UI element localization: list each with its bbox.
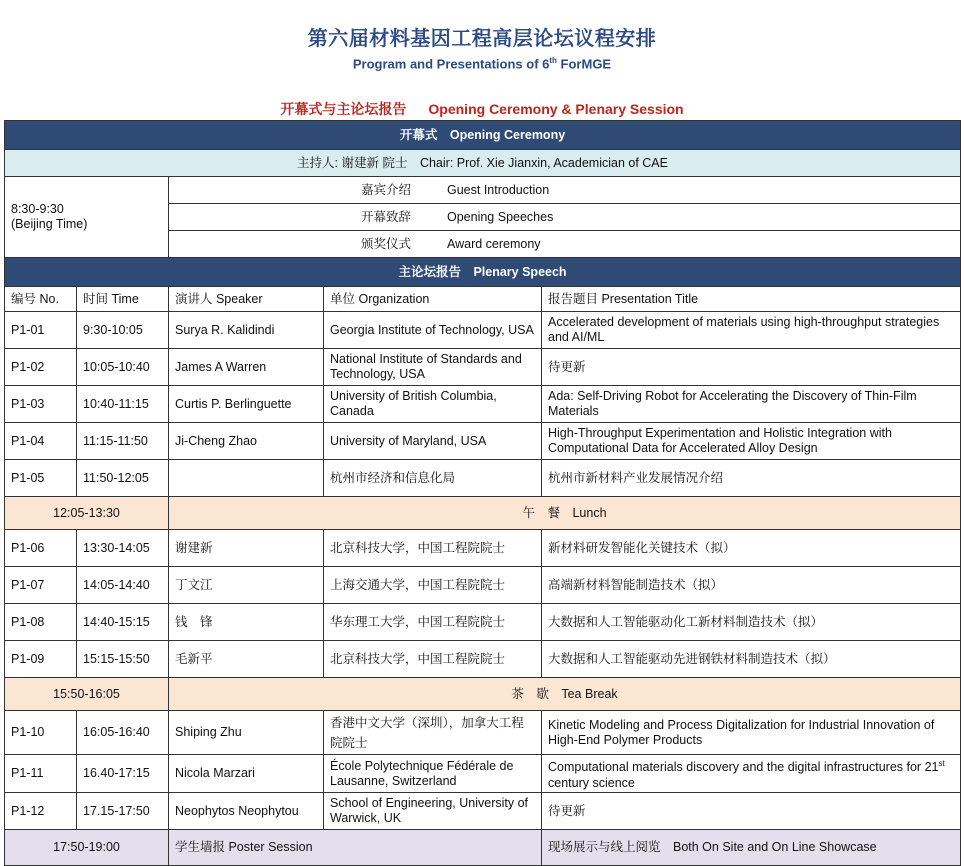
talk-organization: University of Maryland, USA [324,423,542,460]
opening-item-en: Opening Speeches [447,209,554,224]
talk-time: 10:40-11:15 [77,386,169,423]
talk-speaker: 钱 锋 [169,604,324,641]
poster-label: 学生墙报 Poster Session [169,830,542,866]
header-organization: 单位 Organization [324,287,542,312]
talk-organization: School of Engineering, University of Warwick, UK [324,793,542,830]
talk-title: Accelerated development of materials using high-throughput strategies and AI/ML [542,312,961,349]
talk-time: 11:15-11:50 [77,423,169,460]
talk-title-part: century science [548,775,635,790]
talk-no: P1-04 [5,423,77,460]
talk-title: 待更新 [542,793,961,830]
poster-time: 17:50-19:00 [5,830,169,866]
tea-time: 15:50-16:05 [5,678,169,711]
talk-time: 15:15-15:50 [77,641,169,678]
chair-row [5,150,961,177]
talk-title: Ada: Self-Driving Robot for Accelerating the Discovery of Thin-Film Materials [542,386,961,423]
talk-row [5,567,961,604]
talk-time: 10:05-10:40 [77,349,169,386]
talk-row [5,349,961,386]
opening-item-en: Award ceremony [447,236,541,251]
talk-organization: National Institute of Standards and Technology, USA [324,349,542,386]
header-time: 时间 Time [77,287,169,312]
poster-row [5,830,961,866]
talk-title: 新材料研发智能化关键技术（拟） [542,530,961,567]
talk-speaker [169,460,324,497]
talk-title-sup: st [938,759,945,769]
header-title: 报告题目 Presentation Title [542,287,961,312]
tea-row [5,678,961,711]
opening-band [5,121,961,150]
talk-organization: Georgia Institute of Technology, USA [324,312,542,349]
talk-no: P1-05 [5,460,77,497]
talk-speaker: 谢建新 [169,530,324,567]
talk-speaker: Nicola Marzari [169,755,324,793]
talk-speaker: Ji-Cheng Zhao [169,423,324,460]
talk-row [5,312,961,349]
talk-organization: 北京科技大学，中国工程院院士 [324,641,542,678]
talk-speaker: Shiping Zhu [169,711,324,755]
talk-no: P1-10 [5,711,77,755]
talk-row [5,460,961,497]
program-table [4,120,961,866]
talk-title: 高端新材料智能制造技术（拟） [542,567,961,604]
talk-organization: 上海交通大学，中国工程院院士 [324,567,542,604]
talk-organization: 香港中文大学（深圳），加拿大工程院院士 [324,711,542,755]
talk-no: P1-01 [5,312,77,349]
talk-row [5,423,961,460]
talk-title: 杭州市新材料产业发展情况介绍 [542,460,961,497]
opening-time-value: 8:30-9:30 [11,202,64,216]
talk-no: P1-11 [5,755,77,793]
talk-time: 13:30-14:05 [77,530,169,567]
talk-title: Kinetic Modeling and Process Digitalization for Industrial Innovation of High-End Polymer Products [542,711,961,755]
talk-title: High-Throughput Experimentation and Holistic Integration with Computational Data for Accelerated Alloy Design [542,423,961,460]
section-title [0,99,964,119]
page-subtitle [0,56,964,71]
opening-item-row [5,177,961,204]
opening-time [5,177,169,258]
talk-title: 待更新 [542,349,961,386]
talk-time: 11:50-12:05 [77,460,169,497]
opening-item-cn: 嘉宾介绍 [361,182,412,197]
talk-title-part: Computational materials discovery and the digital infrastructures for 21 [548,760,939,775]
talk-row [5,641,961,678]
talk-title: 大数据和人工智能驱动先进钢铁材料制造技术（拟） [542,641,961,678]
opening-item [169,231,961,258]
header-no: 编号 No. [5,287,77,312]
talk-organization: 北京科技大学，中国工程院院士 [324,530,542,567]
talk-row [5,755,961,793]
talk-organization: École Polytechnique Fédérale de Lausanne, Switzerland [324,755,542,793]
header-speaker: 演讲人 Speaker [169,287,324,312]
talk-time: 9:30-10:05 [77,312,169,349]
talk-speaker: 毛新平 [169,641,324,678]
talk-time: 17.15-17:50 [77,793,169,830]
lunch-row [5,497,961,530]
talk-speaker: Surya R. Kalidindi [169,312,324,349]
talk-no: P1-03 [5,386,77,423]
talk-speaker: Curtis P. Berlinguette [169,386,324,423]
subtitle-main: Program and Presentations of 6 [352,56,550,72]
talk-no: P1-02 [5,349,77,386]
talk-row [5,530,961,567]
opening-time-note: (Beijing Time) [11,217,88,231]
header-row [5,287,961,312]
talk-time: 14:05-14:40 [77,567,169,604]
plenary-band-label: 主论坛报告 Plenary Speech [5,258,961,287]
talk-title: 大数据和人工智能驱动化工新材料制造技术（拟） [542,604,961,641]
plenary-band [5,258,961,287]
opening-item-cn: 颁奖仪式 [361,236,412,251]
subtitle-tail: ForMGE [556,56,612,72]
opening-item-en: Guest Introduction [447,182,550,197]
tea-label: 茶 歇 Tea Break [169,678,961,711]
talk-time: 16.40-17:15 [77,755,169,793]
page-title: 第六届材料基因工程高层论坛议程安排 [307,26,657,50]
talk-row [5,711,961,755]
section-title-cn: 开幕式与主论坛报告 [280,101,407,117]
lunch-label: 午 餐 Lunch [169,497,961,530]
opening-item [169,204,961,231]
talk-title [542,755,961,793]
poster-note: 现场展示与线上阅览 Both On Site and On Line Showcase [542,830,961,866]
talk-no: P1-09 [5,641,77,678]
section-title-en: Opening Ceremony & Plenary Session [428,101,684,117]
talk-speaker: 丁文江 [169,567,324,604]
talk-organization: 杭州市经济和信息化局 [324,460,542,497]
talk-time: 14:40-15:15 [77,604,169,641]
talk-organization: 华东理工大学，中国工程院院士 [324,604,542,641]
opening-band-label: 开幕式 Opening Ceremony [5,121,961,150]
talk-no: P1-12 [5,793,77,830]
opening-item [169,177,961,204]
talk-speaker: James A Warren [169,349,324,386]
talk-no: P1-06 [5,530,77,567]
talk-no: P1-08 [5,604,77,641]
talk-speaker: Neophytos Neophytou [169,793,324,830]
talk-row [5,386,961,423]
talk-time: 16:05-16:40 [77,711,169,755]
opening-item-cn: 开幕致辞 [361,209,412,224]
subtitle-sup: th [549,56,557,65]
talk-row [5,604,961,641]
talk-row [5,793,961,830]
talk-no: P1-07 [5,567,77,604]
chair-label: 主持人: 谢建新 院士 Chair: Prof. Xie Jianxin, Academician of CAE [5,150,961,177]
talk-organization: University of British Columbia, Canada [324,386,542,423]
lunch-time: 12:05-13:30 [5,497,169,530]
